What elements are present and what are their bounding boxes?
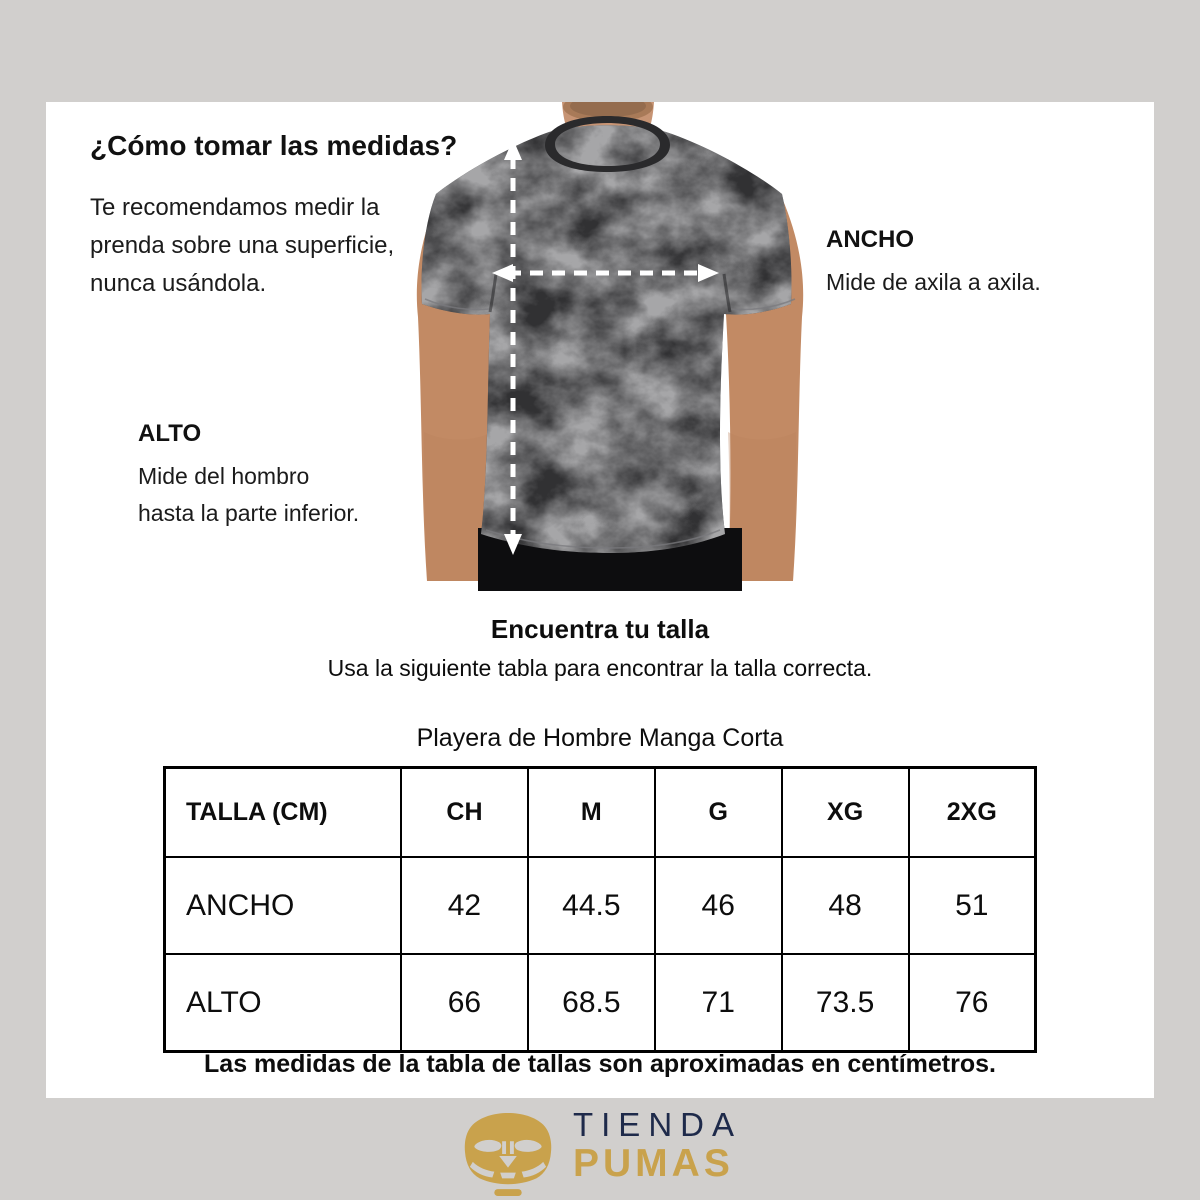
- ancho-title: ANCHO: [826, 226, 914, 253]
- tshirt-photo: [394, 102, 826, 591]
- ancho-desc: Mide de axila a axila.: [826, 269, 1041, 295]
- how-to-title: ¿Cómo tomar las medidas?: [90, 130, 458, 161]
- size-value: 68.5: [528, 954, 655, 1052]
- find-size-title: Encuentra tu talla: [490, 614, 710, 644]
- size-table-header-cell: XG: [782, 768, 909, 858]
- size-value: 66: [401, 954, 528, 1052]
- size-table-row-alto: [165, 954, 1036, 1052]
- size-table-header-cell: M: [528, 768, 655, 858]
- brand-footer: [0, 1106, 1200, 1197]
- size-table-footnote: Las medidas de la tabla de tallas son aproximadas en centímetros.: [204, 1050, 996, 1078]
- brand-wordmark: [573, 1106, 742, 1185]
- size-guide-card: [46, 102, 1154, 1098]
- size-value: 44.5: [528, 857, 655, 954]
- size-table-header-cell: 2XG: [909, 768, 1036, 858]
- size-table-row-ancho: [165, 857, 1036, 954]
- row-label: ANCHO: [165, 857, 402, 954]
- size-table-header-cell: G: [655, 768, 782, 858]
- size-table-caption: Playera de Hombre Manga Corta: [416, 724, 784, 752]
- find-size-subtitle: Usa la siguiente tabla para encontrar la talla correcta.: [327, 655, 873, 681]
- size-value: 71: [655, 954, 782, 1052]
- brand-name-bottom: PUMAS: [572, 1142, 734, 1185]
- size-table-header-row: [165, 768, 1036, 858]
- alto-note: [138, 420, 438, 532]
- size-table: [163, 766, 1037, 1053]
- row-label: ALTO: [165, 954, 402, 1052]
- how-to-body-line: Te recomendamos medir la: [90, 194, 380, 221]
- alto-title: ALTO: [138, 420, 202, 447]
- size-value: 48: [782, 857, 909, 954]
- size-value: 73.5: [782, 954, 909, 1052]
- size-value: 42: [401, 857, 528, 954]
- brand-name-top: TIENDA: [572, 1106, 742, 1143]
- how-to-body-line: nunca usándola.: [90, 270, 267, 297]
- size-value: 76: [909, 954, 1036, 1052]
- size-table-header-cell: TALLA (CM): [165, 768, 402, 858]
- ancho-note: [826, 226, 1156, 301]
- alto-desc-line: hasta la parte inferior.: [138, 500, 360, 526]
- size-value: 51: [909, 857, 1036, 954]
- pumas-logo-icon: [458, 1106, 558, 1197]
- alto-desc-line: Mide del hombro: [138, 463, 310, 489]
- how-to-body-line: prenda sobre una superficie,: [90, 232, 395, 259]
- size-value: 46: [655, 857, 782, 954]
- size-table-header-cell: CH: [401, 768, 528, 858]
